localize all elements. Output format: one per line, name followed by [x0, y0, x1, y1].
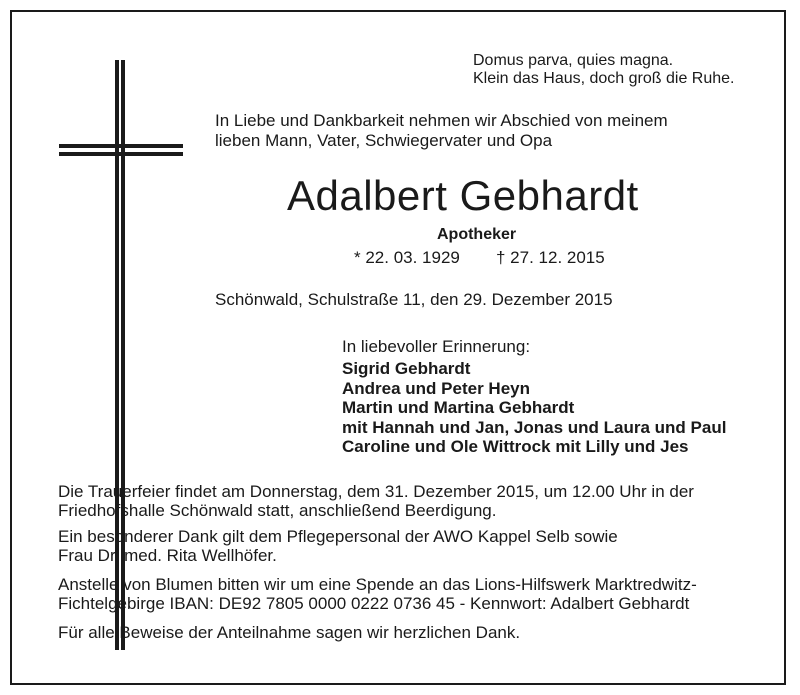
- final-thanks: Für alle Beweise der Anteilnahme sagen wir herzlichen Dank.: [58, 623, 521, 642]
- intro-line-2: lieben Mann, Vater, Schwiegervater und Opa: [215, 131, 553, 150]
- mourner-line: mit Hannah und Jan, Jonas und Laura und Paul: [342, 418, 727, 437]
- remembrance-heading: In liebevoller Erinnerung:: [342, 337, 531, 356]
- mourner-line: Andrea und Peter Heyn: [342, 379, 530, 398]
- care-thanks-line-1: Ein besonderer Dank gilt dem Pflegepersonal der AWO Kappel Selb sowie: [58, 527, 618, 546]
- donation-line-1: Anstelle von Blumen bitten wir um eine Spende an das Lions-Hilfswerk Marktredwitz-: [58, 575, 697, 594]
- deceased-name: Adalbert Gebhardt: [287, 172, 639, 219]
- mourner-line: Martin und Martina Gebhardt: [342, 398, 575, 417]
- funeral-info-line-2: Friedhofshalle Schönwald statt, anschließend Beerdigung.: [58, 501, 497, 520]
- birth-date: * 22. 03. 1929: [354, 248, 460, 267]
- mourner-line: Caroline und Ole Wittrock mit Lilly und Jes: [342, 437, 689, 456]
- donation-line-2: Fichtelgebirge IBAN: DE92 7805 0000 0222 0736 45 - Kennwort: Adalbert Gebhardt: [58, 594, 690, 613]
- deceased-profession: Apotheker: [437, 226, 517, 243]
- motto-german: Klein das Haus, doch groß die Ruhe.: [473, 70, 735, 87]
- place-date: Schönwald, Schulstraße 11, den 29. Dezember 2015: [215, 290, 613, 309]
- funeral-info-line-1: Die Trauerfeier findet am Donnerstag, dem 31. Dezember 2015, um 12.00 Uhr in der: [58, 482, 694, 501]
- care-thanks-line-2: Frau Dr. med. Rita Wellhöfer.: [58, 546, 277, 565]
- motto-latin: Domus parva, quies magna.: [473, 52, 674, 69]
- death-date: † 27. 12. 2015: [496, 248, 605, 267]
- mourner-line: Sigrid Gebhardt: [342, 359, 471, 378]
- intro-line-1: In Liebe und Dankbarkeit nehmen wir Abschied von meinem: [215, 111, 668, 130]
